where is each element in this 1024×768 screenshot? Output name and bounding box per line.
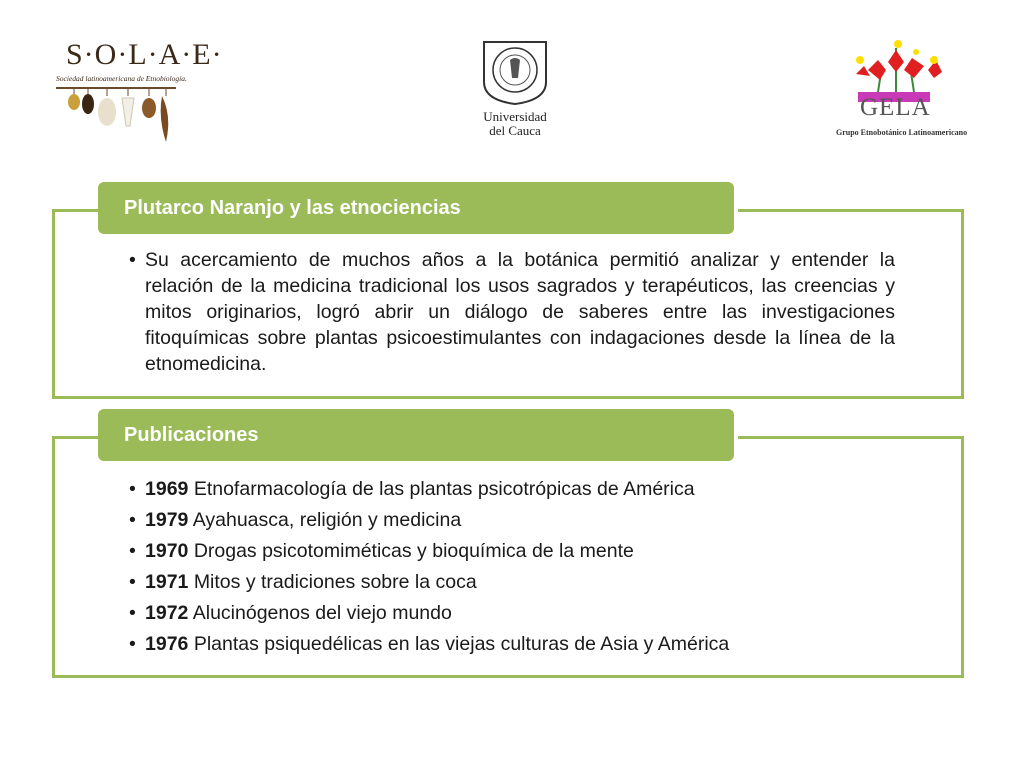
publication-year: 1972: [145, 602, 189, 624]
publication-year: 1970: [145, 540, 189, 562]
gela-name: GELA: [860, 94, 931, 121]
publication-title: Etnofarmacología de las plantas psicotrópicas de América: [193, 478, 695, 500]
gela-subtitle: Grupo Etnobotánico Latinoamericano: [836, 128, 968, 137]
solae-logo-title: S·O·L·A·E·: [66, 38, 223, 71]
section-etnociencias: [52, 209, 964, 399]
solae-logo: [52, 38, 223, 146]
section-border-left: [52, 436, 102, 439]
etnociencias-list: [129, 247, 895, 377]
publication-item: [129, 598, 909, 629]
publication-item: [129, 474, 909, 505]
section-title-publicaciones: Publicaciones: [98, 409, 734, 461]
publication-year: 1979: [145, 509, 189, 531]
publications-list: [129, 474, 909, 660]
university-name-line1: Universidad: [483, 109, 547, 124]
universidad-del-cauca-logo: [470, 38, 560, 146]
university-name: [476, 110, 554, 138]
publication-item: [129, 629, 909, 660]
gela-logo: [834, 36, 990, 144]
section-border-right: [738, 209, 964, 212]
publication-year: 1971: [145, 571, 189, 593]
publication-title: Mitos y tradiciones sobre la coca: [193, 571, 477, 593]
publication-title: Plantas psiquedélicas en las viejas culturas de Asia y América: [193, 633, 730, 655]
solae-seeds-icon: [52, 82, 178, 146]
etnociencias-paragraph: • Su acercamiento de muchos años a la botánica permitió analizar y entender la relación de la medicina tradicional los usos sagrados y terapéuticos, las creencias y mitos originarios, logró abrir un diálogo de saberes entre las investigaciones fitoquímicas sobre plantas psicoestimulantes con indagaciones desde la línea de la etnomedicina.: [129, 247, 895, 377]
publication-title: Ayahuasca, religión y medicina: [192, 509, 462, 531]
section-title-etnociencias: Plutarco Naranjo y las etnociencias: [98, 182, 734, 234]
publication-title: Alucinógenos del viejo mundo: [192, 602, 452, 624]
publication-item: [129, 536, 909, 567]
publication-year: 1969: [145, 478, 189, 500]
solae-logo-subtitle: Sociedad latinoamericana de Etnobiología.: [56, 74, 187, 83]
publication-year: 1976: [145, 633, 189, 655]
section-border-right: [738, 436, 964, 439]
publication-item: [129, 567, 909, 598]
section-publicaciones: [52, 436, 964, 678]
university-seal-icon: [478, 38, 552, 106]
university-name-line2: del Cauca: [489, 123, 541, 138]
section-border-left: [52, 209, 102, 212]
publication-item: [129, 505, 909, 536]
publication-title: Drogas psicotomiméticas y bioquímica de la mente: [193, 540, 634, 562]
